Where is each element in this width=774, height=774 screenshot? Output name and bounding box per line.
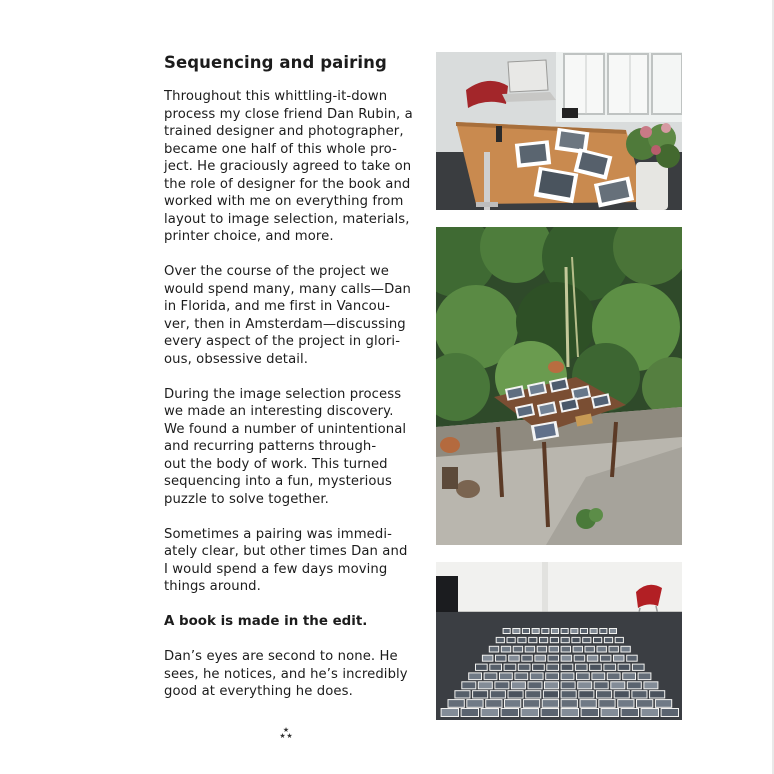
floor-print-image: [616, 638, 623, 642]
floor-print-image: [529, 638, 536, 642]
floor-print-image: [623, 673, 635, 679]
floor-print-image: [601, 656, 611, 661]
floor-print-image: [590, 665, 601, 670]
floor-print-image: [583, 638, 590, 642]
text-line: out the body of work. This turned: [164, 456, 388, 472]
floor-print-image: [479, 682, 492, 688]
floor-print-image: [550, 647, 558, 652]
subheading: A book is made in the edit.: [164, 614, 368, 629]
text-line: every aspect of the project in glori-: [164, 334, 401, 349]
floor-print-image: [542, 629, 548, 633]
floor-print-image: [572, 638, 579, 642]
floor-print-image: [497, 638, 504, 642]
floor-print-image: [502, 709, 518, 716]
floor-print-image: [442, 709, 458, 716]
floor-print-image: [627, 656, 637, 661]
text-line: sees, he notices, and he’s incredibly: [164, 666, 408, 682]
floor-print-image: [533, 629, 539, 633]
floor-print-image: [509, 691, 523, 697]
floor-print-image: [518, 638, 525, 642]
text-line: printer choice, and more.: [164, 229, 334, 244]
floor-print-image: [615, 691, 629, 697]
floor-print-image: [610, 629, 616, 633]
floor-print-image: [512, 682, 525, 688]
floor-print-image: [562, 691, 576, 697]
floor-print-image: [551, 638, 558, 642]
floor-print-image: [562, 656, 572, 661]
text-line: We found a number of unintentional: [164, 421, 407, 437]
floor-print-image: [462, 709, 478, 716]
garden-table-with-prints-photo: [436, 227, 682, 545]
text-line: in Florida, and me first in Vancou-: [164, 299, 391, 314]
text-line: layout to image selection, materials,: [164, 211, 410, 227]
text-line: process my close friend Dan Rubin, a: [164, 106, 413, 122]
floor-print-image: [500, 673, 512, 679]
floor-print-image: [513, 629, 519, 633]
floor-print-image: [562, 638, 569, 642]
floor-print-image: [614, 656, 624, 661]
floor-print-image: [505, 700, 520, 707]
floor-print-image: [491, 691, 505, 697]
text-line: the role of designer for the book and: [164, 176, 411, 192]
floor-print-image: [531, 673, 543, 679]
text-line: During the image selection process: [164, 386, 402, 402]
floor-print-image: [552, 629, 558, 633]
floor-print-image: [476, 665, 487, 670]
floor-print-image: [449, 700, 464, 707]
text-line: I would spend a few days moving: [164, 561, 388, 577]
floor-print-image: [581, 629, 587, 633]
text-line: Dan’s eyes are second to none. He: [164, 649, 398, 664]
svg-text:★: ★: [282, 726, 290, 734]
floor-print-image: [595, 682, 608, 688]
floor-print-image: [540, 638, 547, 642]
text-line: puzzle to solve together.: [164, 491, 329, 507]
paragraph-3: [164, 386, 414, 509]
floor-print-image: [574, 647, 582, 652]
text-line: Throughout this whittling-it-down: [164, 89, 388, 104]
floor-print-image: [483, 656, 493, 661]
floor-print-image: [562, 647, 570, 652]
closing-paragraph: [164, 648, 414, 701]
paragraph-2: [164, 263, 414, 368]
floor-print-image: [644, 682, 657, 688]
floor-print-image: [628, 682, 641, 688]
floor-print-image: [639, 673, 651, 679]
floor-print-image: [544, 691, 558, 697]
floor-print-image: [543, 700, 558, 707]
svg-text:★: ★: [286, 732, 293, 740]
floor-print-image: [562, 673, 574, 679]
floor-print-image: [598, 647, 606, 652]
floor-print-image: [546, 673, 558, 679]
floor-print-image: [621, 647, 629, 652]
floor-print-image: [495, 682, 508, 688]
floor-print-image: [549, 656, 559, 661]
text-line: we made an interesting discovery.: [164, 404, 394, 419]
floor-print-image: [542, 709, 558, 716]
floor-print-image: [455, 691, 469, 697]
floor-print-image: [496, 656, 506, 661]
floor-print-image: [482, 709, 498, 716]
floor-print-image: [611, 682, 624, 688]
floor-print-image: [485, 673, 497, 679]
text-line: Over the course of the project we: [164, 264, 389, 279]
floor-print-image: [486, 700, 501, 707]
floor-print-image: [522, 656, 532, 661]
text-line: ous, obsessive detail.: [164, 351, 309, 367]
floor-print-image: [637, 700, 652, 707]
text-line: and recurring patterns through-: [164, 439, 377, 454]
floor-print-image: [592, 673, 604, 679]
floor-grid-of-prints-photo: [436, 562, 682, 720]
text-line: ately clear, but other times Dan and: [164, 544, 408, 559]
floor-print-image: [467, 700, 482, 707]
floor-print-image: [505, 665, 516, 670]
floor-print-image: [508, 638, 515, 642]
text-line: Sometimes a pairing was immedi-: [164, 526, 392, 542]
floor-print-image: [545, 682, 558, 688]
floor-print-image: [597, 691, 611, 697]
text-line: good at everything he does.: [164, 684, 353, 699]
floor-print-image: [599, 700, 614, 707]
floor-print-image: [526, 647, 534, 652]
floor-print-image: [656, 700, 671, 707]
floor-print-image: [608, 673, 620, 679]
text-line: worked with me on everything from: [164, 194, 404, 209]
floor-print-image: [523, 629, 529, 633]
text-line: things around.: [164, 579, 261, 594]
floor-print-image: [519, 665, 530, 670]
svg-text:★: ★: [279, 732, 286, 740]
floor-print-image: [562, 700, 577, 707]
floor-print-image: [529, 682, 542, 688]
floor-print-image: [604, 665, 615, 670]
floor-print-image: [610, 647, 618, 652]
paragraph-4: [164, 526, 414, 596]
floor-print-image: [533, 665, 544, 670]
floor-print-image: [581, 700, 596, 707]
floor-print-image: [509, 656, 519, 661]
floor-print-image: [562, 665, 573, 670]
floor-print-image: [577, 673, 589, 679]
floor-print-image: [526, 691, 540, 697]
floor-print-image: [586, 647, 594, 652]
text-line: became one half of this whole pro-: [164, 141, 397, 157]
floor-print-image: [490, 647, 498, 652]
floor-print-image: [662, 709, 678, 716]
floor-print-image: [632, 691, 646, 697]
floor-print-image: [622, 709, 638, 716]
text-line: ver, then in Amsterdam—discussing: [164, 316, 406, 332]
floor-print-image: [538, 647, 546, 652]
floor-print-image: [594, 638, 601, 642]
floor-print-image: [562, 629, 568, 633]
floor-print-image: [462, 682, 475, 688]
floor-print-image: [473, 691, 487, 697]
floor-print-image: [575, 656, 585, 661]
floor-print-image: [522, 709, 538, 716]
floor-print-image: [562, 682, 575, 688]
floor-print-image: [576, 665, 587, 670]
floor-print-image: [618, 700, 633, 707]
floor-print-image: [619, 665, 630, 670]
text-column: [164, 52, 414, 718]
floor-print-image: [469, 673, 481, 679]
floor-print-image: [502, 647, 510, 652]
floor-print-image: [562, 709, 578, 716]
floor-print-image: [514, 647, 522, 652]
floor-print-image: [547, 665, 558, 670]
paragraph-1: [164, 88, 414, 246]
floor-print-image: [582, 709, 598, 716]
floor-print-image: [490, 665, 501, 670]
page-heading: Sequencing and pairing: [164, 53, 387, 72]
floor-print-image: [602, 709, 618, 716]
floor-print-image: [535, 656, 545, 661]
floor-print-image: [588, 656, 598, 661]
floor-print-image: [579, 691, 593, 697]
floor-print-image: [650, 691, 664, 697]
text-line: would spend many, many calls—Dan: [164, 281, 411, 297]
floor-print-image: [578, 682, 591, 688]
floor-print-image: [591, 629, 597, 633]
floor-print-image: [605, 638, 612, 642]
text-line: ject. He graciously agreed to take on: [164, 159, 412, 174]
floor-print-image: [524, 700, 539, 707]
text-line: trained designer and photographer,: [164, 124, 404, 139]
floor-print-image: [571, 629, 577, 633]
floor-print-image: [642, 709, 658, 716]
asterism-icon: [277, 725, 295, 743]
desk-with-prints-photo: [436, 52, 682, 210]
floor-print-image: [600, 629, 606, 633]
floor-print-image: [633, 665, 644, 670]
text-line: sequencing into a fun, mysterious: [164, 474, 392, 489]
floor-print-image: [515, 673, 527, 679]
floor-print-image: [504, 629, 510, 633]
